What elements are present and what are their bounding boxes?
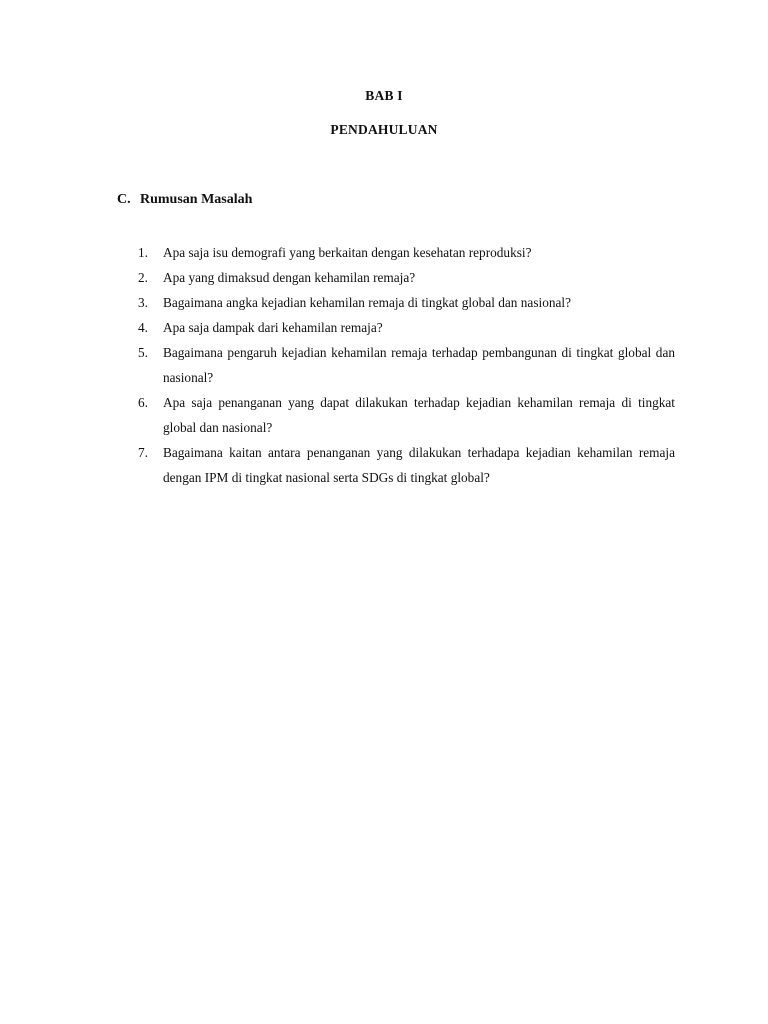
- list-item-text: Bagaimana pengaruh kejadian kehamilan remaja terhadap pembangunan di tingkat global dan nasional?: [163, 345, 675, 385]
- section-letter: C.: [117, 192, 131, 207]
- chapter-number: BAB I: [365, 88, 403, 103]
- list-item: [138, 440, 675, 490]
- list-item: [138, 315, 675, 340]
- list-item: [138, 265, 675, 290]
- list-item-text: Apa saja isu demografi yang berkaitan dengan kesehatan reproduksi?: [163, 245, 532, 260]
- list-item-text: Apa yang dimaksud dengan kehamilan remaja?: [163, 270, 416, 285]
- section-heading: [117, 192, 252, 208]
- list-item-number: 3.: [138, 295, 148, 310]
- list-item-number: 7.: [138, 445, 148, 460]
- list-item-number: 5.: [138, 345, 148, 360]
- chapter-title: PENDAHULUAN: [330, 122, 438, 137]
- section-title: Rumusan Masalah: [140, 192, 253, 207]
- list-item: [138, 240, 675, 265]
- list-item: [138, 290, 675, 315]
- list-item-text: Bagaimana angka kejadian kehamilan remaja di tingkat global dan nasional?: [163, 295, 571, 310]
- list-item-text: Apa saja dampak dari kehamilan remaja?: [163, 320, 383, 335]
- list-item-number: 4.: [138, 320, 148, 335]
- list-item-number: 6.: [138, 395, 148, 410]
- list-item: [138, 390, 675, 440]
- list-item-number: 1.: [138, 245, 148, 260]
- list-item-text: Bagaimana kaitan antara penanganan yang dilakukan terhadapa kejadian kehamilan remaja dengan IPM di tingkat nasional serta SDGs di tingkat global?: [163, 445, 675, 485]
- list-item-number: 2.: [138, 270, 148, 285]
- question-list: [138, 240, 675, 490]
- list-item: [138, 340, 675, 390]
- list-item-text: Apa saja penanganan yang dapat dilakukan terhadap kejadian kehamilan remaja di tingkat global dan nasional?: [163, 395, 675, 435]
